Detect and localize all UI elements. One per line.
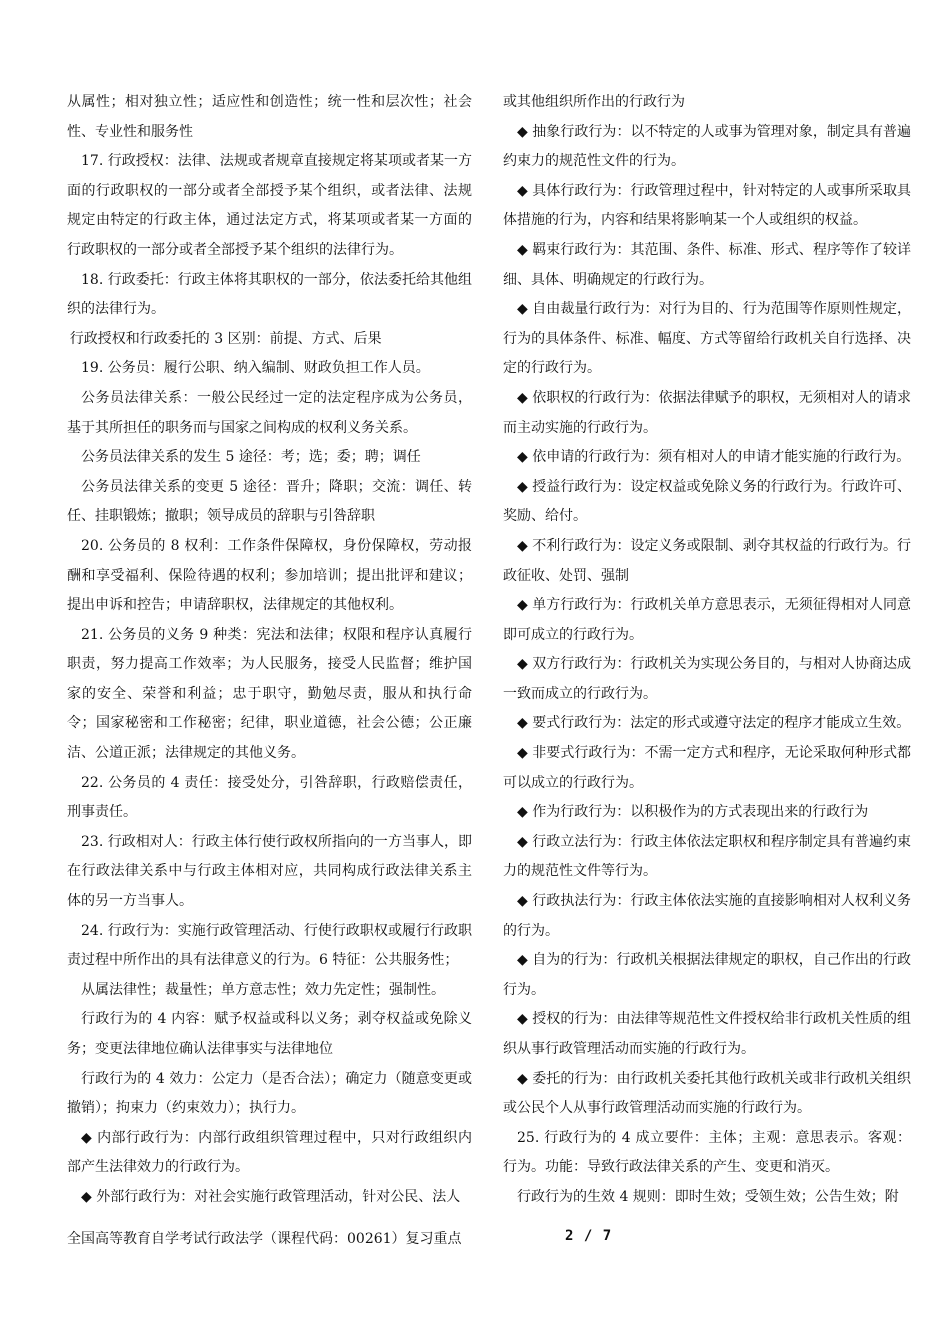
bullet-item: ◆ 行政立法行为：行政主体依法定职权和程序制定具有普遍约束力的规范性文件等行为。 xyxy=(503,833,911,880)
paragraph-17-administrative-authorization: 17. 行政授权：法律、法规或者规章直接规定将某项或者某一方面的行政职权的一部分或者全部授予某个组织，或者法律、法规规定由特定的行政主体，通过法定方式，将某项或者某一方面的行政职权的一部分或者全部授予某个组织的法律行为。 xyxy=(67,153,472,258)
paragraph: 公务员法律关系的变更 5 途径：晋升；降职；交流：调任、转任、挂职锻炼；撤职；领导成员的辞职与引咎辞职 xyxy=(67,478,472,525)
page-number: 2 / 7 xyxy=(565,1228,613,1244)
paragraph: 行政行为的 4 内容：赋予权益或科以义务；剥夺权益或免除义务；变更法律地位确认法律事实与法律地位 xyxy=(67,1011,472,1057)
paragraph-24-administrative-act: 24. 行政行为：实施行政管理活动、行使行政职权或履行行政职责过程中所作出的具有法律意义的行为。6 特征：公共服务性； xyxy=(67,922,472,969)
paragraph-22-civil-servant-liabilities: 22. 公务员的 4 责任：接受处分，引咎辞职，行政赔偿责任，刑事责任。 xyxy=(67,774,472,821)
paragraph: 或其他组织所作出的行政行为 xyxy=(503,94,685,110)
bullet-item: ◆ 依职权的行政行为：依据法律赋予的职权，无须相对人的请求而主动实施的行政行为。 xyxy=(503,389,911,436)
left-column xyxy=(67,88,472,1213)
bullet-item: ◆ 抽象行政行为：以不特定的人或事为管理对象，制定具有普遍约束力的规范性文件的行为。 xyxy=(503,123,911,170)
bullet-item: ◆ 自为的行为：行政机关根据法律规定的职权，自己作出的行政行为。 xyxy=(503,952,911,998)
paragraph-25-formation-elements: 25. 行政行为的 4 成立要件：主体；主观：意思表示。客观：行为。功能：导致行政法律关系的产生、变更和消灭。 xyxy=(503,1129,911,1176)
paragraph: 公务员法律关系的发生 5 途径：考；选；委；聘；调任 xyxy=(81,449,421,466)
bullet-item: ◆ 羁束行政行为：其范围、条件、标准、形式、程序等作了较详细、具体、明确规定的行政行为。 xyxy=(503,241,911,288)
bullet-item: ◆ 要式行政行为：法定的形式或遵守法定的程序才能成立生效。 xyxy=(517,715,911,732)
paragraph: 从属性；相对独立性；适应性和创造性；统一性和层次性；社会性、专业性和服务性 xyxy=(67,94,472,140)
bullet-item: ◆ 双方行政行为：行政机关为实现公务目的，与相对人协商达成一致而成立的行政行为。 xyxy=(503,656,911,702)
bullet-item: ◆ 委托的行为：由行政机关委托其他行政机关或非行政机关组织或公民个人从事行政管理活动而实施的行政行为。 xyxy=(503,1070,911,1117)
bullet-item: ◆ 不利行政行为：设定义务或限制、剥夺其权益的行政行为。行政征收、处罚、强制 xyxy=(503,537,911,584)
paragraph-21-civil-servant-duties: 21. 公务员的义务 9 种类：宪法和法律；权限和程序认真履行职责，努力提高工作效率；为人民服务，接受人民监督；维护国家的安全、荣誉和利益；忠于职守，勤勉尽责，服从和执行命令；国家秘密和工作秘密；纪律，职业道德，社会公德；公正廉洁、公道正派；法律规定的其他义务。 xyxy=(67,626,472,762)
paragraph: 行政授权和行政委托的 3 区别：前提、方式、后果 xyxy=(69,330,382,347)
page-footer xyxy=(67,1228,910,1258)
bullet-item: ◆ 非要式行政行为：不需一定方式和程序，无论采取何种形式都可以成立的行政行为。 xyxy=(503,745,911,791)
bullet-item: ◆ 内部行政行为：内部行政组织管理过程中，只对行政组织内部产生法律效力的行政行为。 xyxy=(67,1129,472,1176)
paragraph: 公务员法律关系：一般公民经过一定的法定程序成为公务员，基于其所担任的职务而与国家之间构成的权利义务关系。 xyxy=(67,389,472,436)
bullet-item: ◆ 单方行政行为：行政机关单方意思表示，无须征得相对人同意即可成立的行政行为。 xyxy=(503,597,911,643)
paragraph-18-administrative-entrustment: 18. 行政委托：行政主体将其职权的一部分，依法委托给其他组织的法律行为。 xyxy=(67,271,472,318)
bullet-item: ◆ 依申请的行政行为：须有相对人的申请才能实施的行政行为。 xyxy=(517,449,911,466)
bullet-item: ◆ 自由裁量行政行为：对行为目的、行为范围等作原则性规定，行为的具体条件、标准、幅度、方式等留给行政机关自行选择、决定的行政行为。 xyxy=(503,301,911,377)
paragraph-20-civil-servant-rights: 20. 公务员的 8 权利：工作条件保障权，身份保障权，劳动报酬和享受福利、保险待遇的权利；参加培训；提出批评和建议；提出申诉和控告；申请辞职权，法律规定的其他权利。 xyxy=(67,537,472,614)
bullet-item: ◆ 具体行政行为：行政管理过程中，针对特定的人或事所采取具体措施的行为，内容和结果将影响某一个人或组织的权益。 xyxy=(503,182,911,229)
paragraph: 从属法律性；裁量性；单方意志性；效力先定性；强制性。 xyxy=(81,981,445,998)
footer-title: 全国高等教育自学考试行政法学（课程代码：00261）复习重点 xyxy=(67,1231,462,1247)
paragraph-19-civil-servant: 19. 公务员：履行公职、纳入编制、财政负担工作人员。 xyxy=(81,360,430,377)
bullet-item: ◆ 外部行政行为：对社会实施行政管理活动，针对公民、法人 xyxy=(81,1188,461,1205)
bullet-item: ◆ 授权的行为：由法律等规范性文件授权给非行政机关性质的组织从事行政管理活动而实施的行政行为。 xyxy=(503,1011,911,1057)
right-column xyxy=(503,88,911,1213)
paragraph: 行政行为的生效 4 规则：即时生效；受领生效；公告生效；附 xyxy=(517,1188,899,1205)
bullet-item: ◆ 行政执法行为：行政主体依法实施的直接影响相对人权利义务的行为。 xyxy=(503,893,911,939)
paragraph: 行政行为的 4 效力：公定力（是否合法）；确定力（随意变更或撤销）；拘束力（约束效力）；执行力。 xyxy=(67,1070,472,1117)
paragraph-23-administrative-counterpart: 23. 行政相对人：行政主体行使行政权所指向的一方当事人，即在行政法律关系中与行政主体相对应，共同构成行政法律关系主体的另一方当事人。 xyxy=(67,833,472,910)
bullet-item: ◆ 作为行政行为：以积极作为的方式表现出来的行政行为 xyxy=(517,804,869,821)
bullet-item: ◆ 授益行政行为：设定权益或免除义务的行政行为。行政许可、奖励、给付。 xyxy=(503,478,911,525)
